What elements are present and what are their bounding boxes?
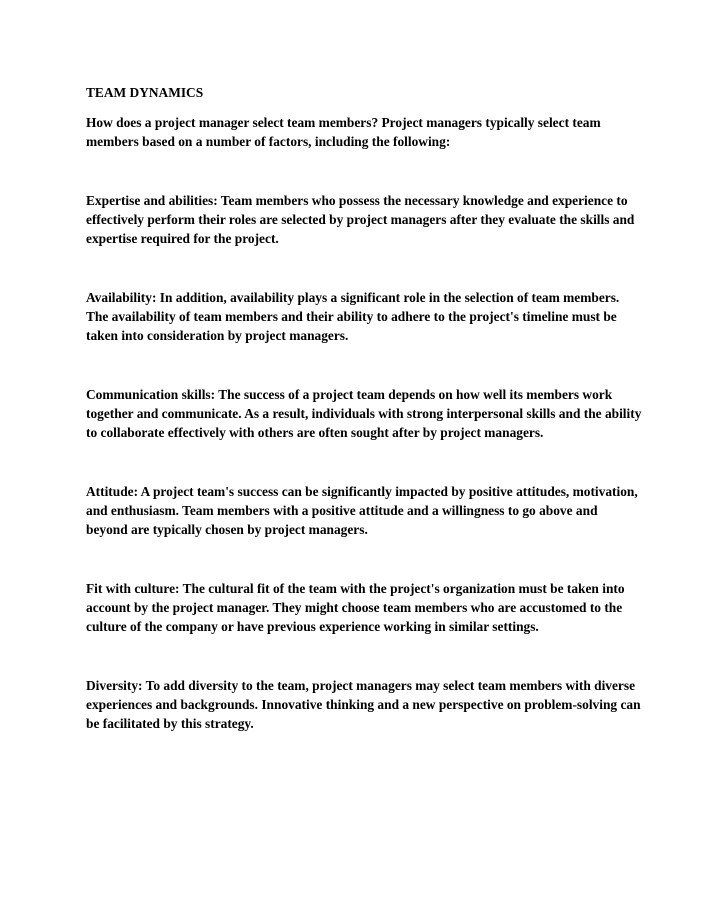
factor-expertise: Expertise and abilities: Team members who possess the necessary knowledge and experience to effectively perform their roles are selected by project managers after they evaluate the skills and expertise required for the project.: [86, 193, 635, 246]
document-page: [86, 83, 642, 733]
intro-paragraph: How does a project manager select team members? Project managers typically select team members based on a number of factors, including the following:: [86, 115, 601, 149]
factor-attitude: Attitude: A project team's success can be significantly impacted by positive attitudes, motivation, and enthusiasm. Team members with a positive attitude and a willingness to go above and beyond are typically chosen by project managers.: [86, 484, 638, 537]
factor-communication: Communication skills: The success of a project team depends on how well its members work together and communicate. As a result, individuals with strong interpersonal skills and the ability to collaborate effectively with others are often sought after by project managers.: [86, 387, 642, 440]
factor-culture-fit: Fit with culture: The cultural fit of the team with the project's organization must be taken into account by the project manager. They might choose team members who are accustomed to the culture of the company or have previous experience working in similar settings.: [86, 581, 625, 634]
factor-availability: Availability: In addition, availability plays a significant role in the selection of team members. The availability of team members and their ability to adhere to the project's timeline must be taken into consideration by project managers.: [86, 290, 620, 343]
document-title: TEAM DYNAMICS: [86, 85, 204, 100]
factor-diversity: Diversity: To add diversity to the team, project managers may select team members with diverse experiences and backgrounds. Innovative thinking and a new perspective on problem-solving can be facilitated by this strategy.: [86, 678, 641, 731]
